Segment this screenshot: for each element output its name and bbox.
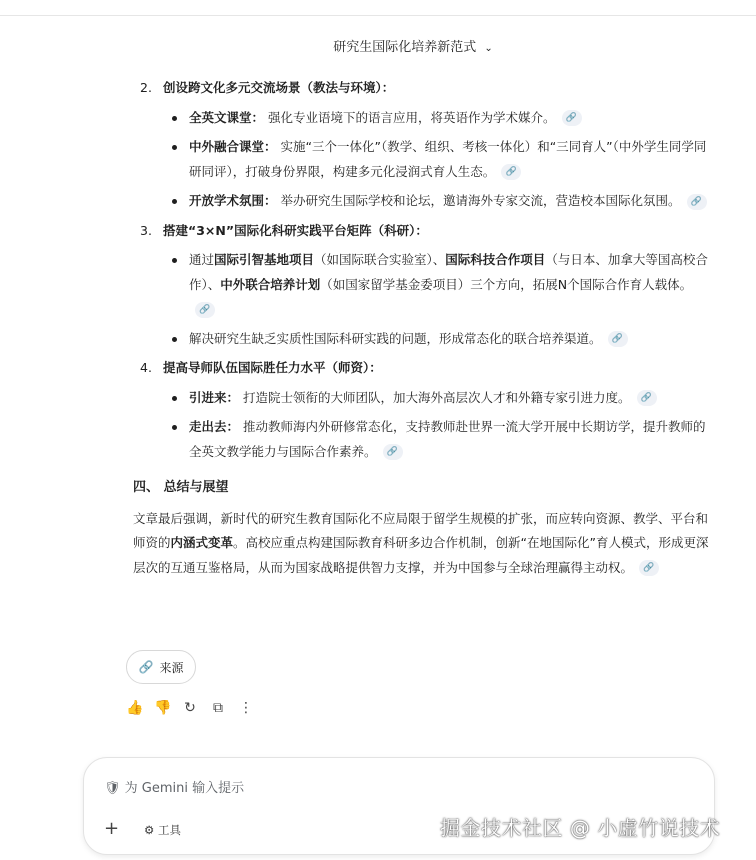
list-item-heading — [133, 76, 711, 101]
bullet-list — [133, 386, 711, 465]
section-heading: 四、 总结与展望 — [133, 480, 229, 495]
text: （如国际联合实验室）、 — [314, 252, 446, 267]
bold-label: 全英文课堂： — [189, 109, 265, 125]
item-text: 推动教师海内外研修常态化，支持教师赴世界一流大学开展中长期访学，提升教师的全英文教学能力与国际合作素养。 — [189, 419, 706, 459]
text: 文章最后强调，新时代的研究生教育国际化不应局限于留学生规模的扩张，而应转向资源、教学、平台和师资的 — [133, 510, 709, 550]
link-icon: 🔗 — [138, 660, 154, 674]
item-text: 举办研究生国际学校和论坛，邀请海外专家交流，营造校本国际化氛围。 — [280, 193, 681, 208]
sources-button[interactable] — [126, 650, 196, 684]
text: 。高校应重点构建国际教育科研多边合作机制，创新“在地国际化”育人模式，形成更深层次的互通互鉴格局，从而为国家战略提供智力支撑，并为中国参与全球治理赢得主动权。 — [133, 535, 709, 575]
placeholder-text: 为 Gemini 输入提示 — [124, 781, 245, 796]
prompt-input[interactable] — [104, 777, 244, 796]
bullet-list — [133, 248, 711, 351]
list-item-heading — [133, 219, 711, 244]
top-divider — [0, 15, 756, 16]
list-item — [189, 248, 711, 322]
link-icon[interactable]: 🔗 — [501, 164, 521, 180]
link-icon[interactable]: 🔗 — [383, 444, 403, 460]
item-text: 实施“三个一体化”（教学、组织、考核一体化）和“三同育人”（中外学生同学同研同评），打破身份界限，构建多元化浸润式育人生态。 — [189, 139, 707, 179]
bold-label: 中外融合课堂： — [189, 139, 277, 154]
thumbs-up-icon[interactable]: 👍 — [126, 700, 144, 716]
item-number: 2. — [140, 80, 152, 95]
conversation-title[interactable] — [0, 36, 756, 55]
heading-text: 搭建“3×N”国际化科研实践平台矩阵（科研）： — [163, 222, 428, 238]
text: 通过 — [189, 252, 215, 267]
text: （与日本、加拿大等国高校合作）、 — [189, 252, 708, 292]
list-item — [189, 106, 711, 131]
text: （如国家留学基金委项目）三个方向，拓展N个国际合作育人载体。 — [320, 276, 693, 292]
watermark: 掘金技术社区 @ 小虚竹说技术 — [440, 816, 721, 840]
copy-icon[interactable]: ⧉ — [213, 700, 223, 716]
list-item — [189, 189, 711, 214]
item-number: 3. — [140, 222, 152, 238]
bold-text: 国际引智基地项目 — [214, 252, 315, 267]
title-text: 研究生国际化培养新范式 — [333, 40, 477, 55]
item-number: 4. — [140, 360, 152, 375]
more-options-icon[interactable]: ⋮ — [239, 700, 253, 716]
bullet-list — [133, 106, 711, 214]
bold-label: 开放学术氛围： — [189, 193, 277, 208]
link-icon[interactable]: 🔗 — [195, 302, 215, 318]
item-text: 打造院士领衔的大师团队，加大海外高层次人才和外籍专家引进力度。 — [243, 389, 631, 405]
tools-label: 工具 — [157, 823, 181, 837]
sources-label: 来源 — [159, 660, 184, 675]
link-icon[interactable]: 🔗 — [639, 560, 659, 576]
shield-icon: 🛡 — [104, 781, 121, 796]
bold-text: 国际科技合作项目 — [445, 252, 546, 267]
list-item — [189, 327, 711, 352]
link-icon[interactable]: 🔗 — [637, 390, 657, 406]
list-item-heading — [133, 356, 711, 381]
bold-label: 引进来： — [189, 389, 240, 405]
bold-label: 走出去： — [189, 419, 240, 434]
heading-text: 提高导师队伍国际胜任力水平（师资）： — [163, 360, 382, 375]
item-text: 强化专业语境下的语言应用，将英语作为学术媒介。 — [268, 109, 556, 125]
add-button[interactable]: + — [104, 818, 120, 839]
response-actions — [126, 700, 254, 716]
heading-text: 创设跨文化多元交流场景（教法与环境）： — [163, 80, 395, 95]
link-icon[interactable]: 🔗 — [562, 110, 582, 126]
link-icon[interactable]: 🔗 — [608, 331, 628, 347]
thumbs-down-icon[interactable]: 👎 — [154, 700, 172, 716]
bold-text: 内涵式变革 — [170, 535, 234, 550]
list-item — [189, 415, 711, 464]
tools-icon: ⚙ — [144, 823, 155, 837]
link-icon[interactable]: 🔗 — [687, 194, 707, 210]
bold-text: 中外联合培养计划 — [220, 276, 321, 292]
tools-button[interactable] — [144, 822, 181, 838]
chevron-down-icon: ⌄ — [484, 43, 493, 54]
list-item — [189, 386, 711, 411]
response-content — [133, 76, 711, 580]
item-text: 解决研究生缺乏实质性国际科研实践的问题，形成常态化的联合培养渠道。 — [189, 330, 602, 346]
conclusion-paragraph — [133, 507, 711, 581]
list-item — [189, 135, 711, 184]
regenerate-icon[interactable]: ↻ — [184, 700, 196, 716]
